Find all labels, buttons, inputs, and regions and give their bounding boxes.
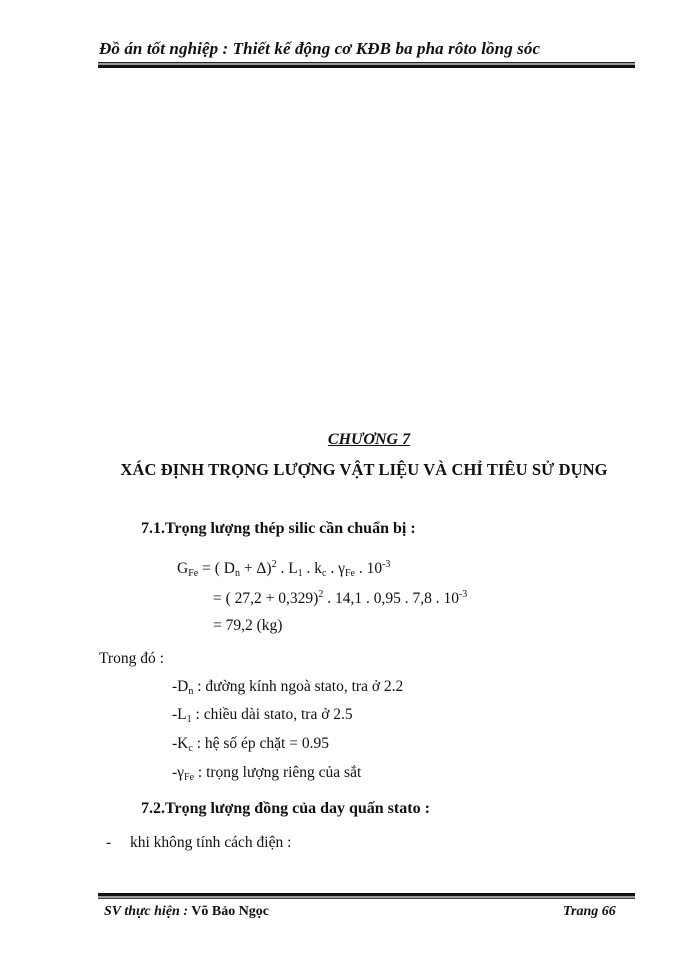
definition-subscript: 1 [186, 714, 192, 725]
section-heading-7-1: 7.1.Trọng lượng thép silic cần chuẩn bị : [141, 520, 416, 537]
formula-line-2 [213, 589, 467, 608]
formula-term: . γ [326, 560, 345, 577]
formula-result: = 79,2 (kg) [213, 617, 283, 634]
footer-author-name: Võ Bảo Ngọc [188, 904, 270, 919]
formula-term: . L [276, 560, 298, 577]
definition-item [172, 706, 353, 725]
formula-subscript: Fe [188, 568, 199, 579]
footer-divider [98, 893, 635, 899]
definition-text: : hệ số ép chặt = 0.95 [192, 735, 329, 752]
definition-symbol: -γ [172, 764, 185, 781]
formula-symbol: G [177, 560, 189, 577]
header-divider [98, 62, 635, 68]
footer-author-label: SV thực hiện : [104, 904, 188, 919]
bullet-text: khi không tính cách điện : [130, 834, 292, 851]
formula-line-1 [177, 559, 390, 579]
formula-subscript: c [322, 568, 327, 579]
definition-item [172, 678, 403, 697]
page-header-title: Đồ án tốt nghiệp : Thiết kế động cơ KĐB ba pha rôto lồng sóc [99, 39, 541, 58]
definition-symbol: -D [172, 678, 189, 695]
formula-term: . k [302, 560, 323, 577]
bullet-dash: - [106, 834, 112, 851]
footer-author [104, 904, 269, 920]
formula-term: . 10 [354, 560, 383, 577]
formula-term: = ( 27,2 + 0,329) [213, 590, 319, 607]
definition-text: : đường kính ngoà stato, tra ở 2.2 [193, 678, 404, 695]
definition-text: : chiều dài stato, tra ở 2.5 [191, 706, 353, 723]
definition-item [172, 735, 329, 754]
formula-term: . 14,1 . 0,95 . 7,8 . 10 [323, 590, 459, 607]
chapter-title: XÁC ĐỊNH TRỌNG LƯỢNG VẬT LIỆU VÀ CHỈ TIÊU SỬ DỤNG [120, 460, 608, 479]
definition-item [172, 764, 361, 783]
formula-subscript: 1 [297, 568, 303, 579]
where-label: Trong đó : [99, 650, 164, 667]
formula-term: = ( D [198, 560, 235, 577]
bullet-item [106, 834, 291, 852]
definition-text: : trọng lượng riêng của sắt [194, 764, 362, 781]
definition-symbol: -K [172, 735, 189, 752]
formula-superscript: -3 [458, 589, 468, 600]
formula-term: + Δ) [239, 560, 272, 577]
formula-subscript: Fe [344, 568, 355, 579]
formula-subscript: n [234, 568, 240, 579]
definition-symbol: -L [172, 706, 187, 723]
formula-superscript: -3 [382, 559, 391, 570]
formula-superscript: 2 [318, 589, 324, 600]
chapter-number: CHƯƠNG 7 [327, 431, 411, 448]
section-heading-7-2: 7.2.Trọng lượng đồng của day quấn stato : [141, 800, 430, 817]
footer-page-number: Trang 66 [563, 904, 616, 919]
definition-subscript: n [188, 686, 194, 697]
definition-subscript: Fe [184, 772, 195, 783]
formula-superscript: 2 [271, 559, 277, 570]
definition-subscript: c [188, 743, 193, 754]
